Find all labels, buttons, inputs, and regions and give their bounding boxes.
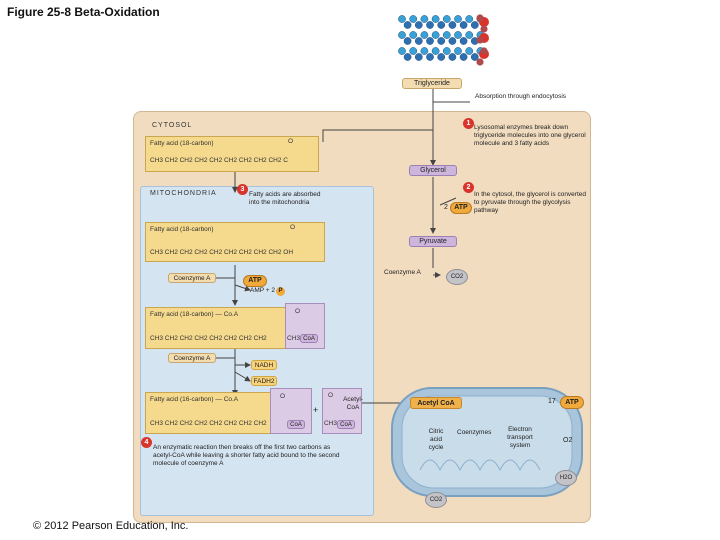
step-3-marker: 3	[237, 184, 248, 195]
absorption-label: Absorption through endocytosis	[475, 93, 567, 100]
fatty-acid-1-oxygen: O	[288, 138, 294, 145]
atp-badge-activation: ATP	[243, 275, 267, 287]
acetyl-coa-small-label: Acetyl-CoA	[343, 396, 363, 411]
step-4-text: An enzymatic reaction then breaks off the first two carbons as acetyl-CoA while leaving a shorter fatty acid bound to the second molecule of coenzyme A	[153, 444, 340, 467]
two-atp-count: 2	[444, 204, 448, 211]
fatty-acid-3-oxygen: O	[295, 308, 301, 315]
fatty-acid-1-chain: CH3 CH2 CH2 CH2 CH2 CH2 CH2 CH2 CH2 C	[150, 157, 288, 164]
step-1-marker: 1	[463, 118, 474, 129]
fatty-acid-3-ch3: CH3	[287, 335, 301, 342]
water-badge: H2O	[555, 470, 577, 486]
plus-sign: +	[313, 405, 319, 415]
mitochondria-label: MITOCHONDRIA	[150, 190, 217, 197]
step-1-text: Lysosomal enzymes break down triglyceride molecules into one glycerol molecule and 3 fatty acids	[474, 124, 586, 147]
atp-count-17: 17	[548, 398, 556, 405]
fatty-acid-3-coa: CoA	[300, 334, 318, 343]
amp-label: AMP + 2	[250, 287, 275, 294]
fatty-acid-4-label: Fatty acid (16-carbon) — Co.A	[150, 396, 239, 403]
fatty-acid-3-label: Fatty acid (18-carbon) — Co.A	[150, 311, 239, 318]
acetyl-coa-label: Acetyl CoA	[410, 397, 462, 409]
fatty-acid-4-chain: CH3 CH2 CH2 CH2 CH2 CH2 CH2 CH2	[150, 420, 267, 427]
fatty-acid-1-label: Fatty acid (18-carbon)	[150, 140, 214, 147]
glycerol-label: Glycerol	[409, 165, 457, 176]
fatty-acid-2-oxygen: O	[290, 224, 296, 231]
pyruvate-label: Pyruvate	[409, 236, 457, 247]
step-2-marker: 2	[463, 182, 474, 193]
citric-acid-cycle-label: Citric acid cycle	[428, 428, 444, 451]
fatty-acid-4-coa: CoA	[287, 420, 305, 429]
atp-badge-glycolysis: ATP	[450, 202, 472, 214]
nadh-label: NADH	[251, 360, 277, 370]
coenzyme-a-label-1: Coenzyme A	[384, 269, 421, 276]
co2-bottom-badge: CO2	[425, 492, 447, 508]
oxygen-label: O2	[563, 437, 573, 444]
fatty-acid-2-chain: CH3 CH2 CH2 CH2 CH2 CH2 CH2 CH2 CH2 OH	[150, 249, 294, 256]
copyright-notice: © 2012 Pearson Education, Inc.	[33, 520, 189, 532]
atp-badge-17: ATP	[560, 396, 584, 409]
step-3-text: Fatty acids are absorbed into the mitochondria	[249, 191, 321, 206]
figure-title: Figure 25-8 Beta-Oxidation	[7, 5, 160, 19]
fatty-acid-2-label: Fatty acid (18-carbon)	[150, 226, 214, 233]
cytosol-label: CYTOSOL	[152, 122, 193, 129]
triglyceride-label: Triglyceride	[402, 78, 462, 89]
electron-transport-label: Electron transport system	[507, 426, 533, 449]
fatty-acid-4-oxygen: O	[280, 393, 286, 400]
step-4-marker: 4	[141, 437, 152, 448]
coenzymes-label: Coenzymes	[457, 429, 492, 436]
fatty-acid-3-chain: CH3 CH2 CH2 CH2 CH2 CH2 CH2 CH2	[150, 335, 267, 342]
coenzyme-a-label-3: Coenzyme A	[168, 353, 216, 363]
fadh2-label: FADH2	[251, 376, 277, 386]
coenzyme-a-label-2: Coenzyme A	[168, 273, 216, 283]
acetyl-coa-coa: CoA	[337, 420, 355, 429]
co2-top-badge: CO2	[446, 269, 468, 285]
acetyl-coa-ch3: CH3	[324, 420, 338, 427]
acetyl-coa-oxygen: O	[328, 392, 334, 399]
phosphate-icon: P	[276, 287, 285, 296]
step-2-text: In the cytosol, the glycerol is converted to pyruvate through the glycolysis pathway	[474, 191, 587, 214]
